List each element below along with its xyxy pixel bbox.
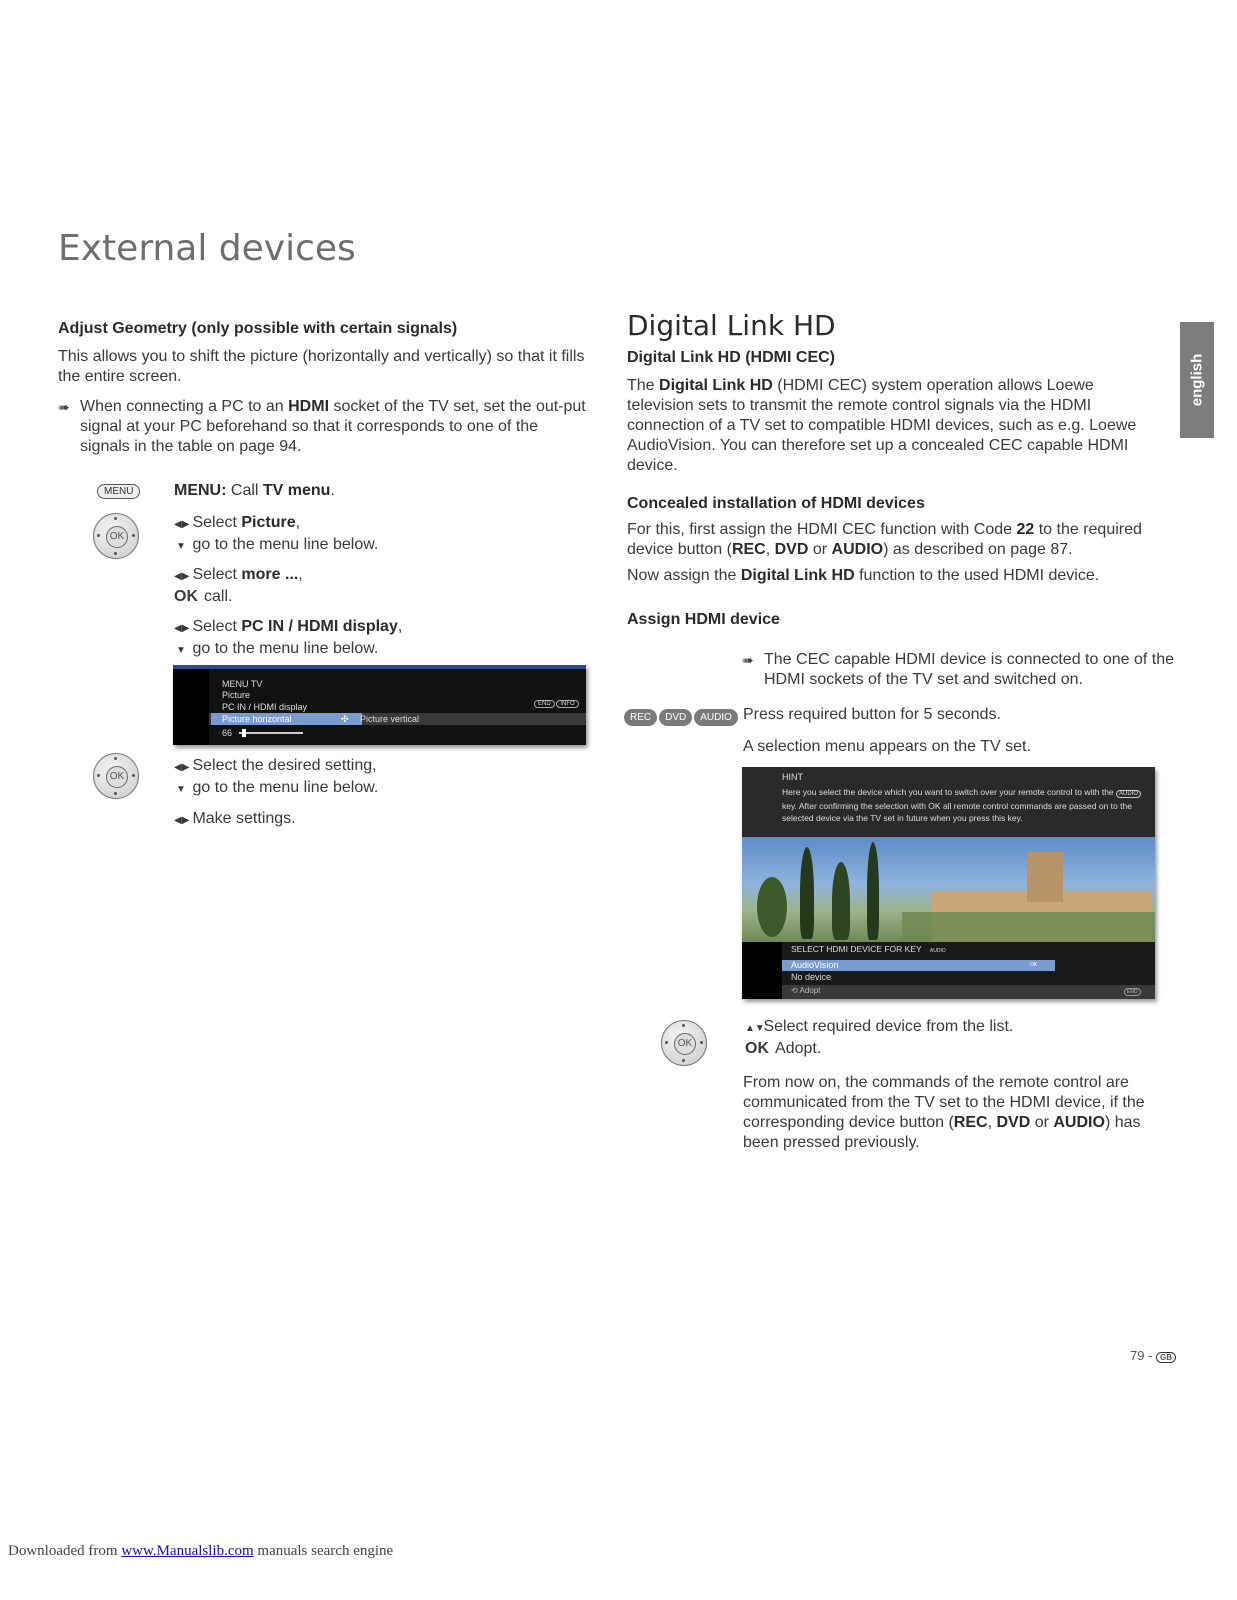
language-tab-label: english <box>1188 353 1206 407</box>
device-option-audiovision: AudioVision <box>791 960 839 970</box>
ok-navigation-key-icon: OK <box>93 513 139 559</box>
assign-subheading: Assign HDMI device <box>627 611 780 628</box>
rec-key: REC <box>624 709 657 726</box>
left-right-arrow-icon: ◀▶ <box>174 815 190 826</box>
landscape-photo <box>742 837 1155 942</box>
tv-menu-screenshot <box>173 665 586 745</box>
left-right-arrow-icon: ◀▶ <box>174 519 190 530</box>
arrow-bullet-icon: ➠ <box>742 652 754 668</box>
move-cross-icon: ✣ <box>341 714 349 724</box>
digital-link-intro: The Digital Link HD (HDMI CEC) system operation allows Loewe television sets to transmit the remote control signals via the HDMI connection of a TV set to compatible HDMI devices, such as e.g. Loewe AudioVision. You can therefore set up a concealed CEC capable HDMI device. <box>627 377 1137 474</box>
dvd-key: DVD <box>659 709 692 726</box>
device-keys <box>624 707 740 726</box>
left-right-arrow-icon: ◀▶ <box>174 571 190 582</box>
step-select-more: ◀▶ Select more ..., OK call. <box>174 566 303 605</box>
audio-key: AUDIO <box>694 709 738 726</box>
language-tab <box>1180 322 1214 438</box>
ok-navigation-key-icon: OK <box>661 1020 707 1066</box>
step-make-settings: ◀▶ Make settings. <box>174 809 296 831</box>
menu-key: MENU <box>97 481 140 499</box>
geometry-subheading: Adjust Geometry (only possible with certain signals) <box>58 320 458 337</box>
return-icon: ⟲ <box>791 986 798 995</box>
page-number: 79 - GB <box>1130 1348 1176 1363</box>
page-title: External devices <box>58 228 356 269</box>
press-instruction: Press required button for 5 seconds. <box>743 706 1001 723</box>
left-right-arrow-icon: ◀▶ <box>174 762 190 773</box>
tv-menu-line3: PC IN / HDMI display <box>222 702 308 712</box>
adopt-hint: ⟲ Adopt <box>791 986 821 995</box>
arrow-bullet-icon: ➠ <box>58 399 70 415</box>
tv-menu-line2: Picture <box>222 690 251 700</box>
tv-selection-screenshot <box>742 767 1155 999</box>
assign-paragraph: Now assign the Digital Link HD function to the used HDMI device. <box>627 567 1100 584</box>
tv-menu-buttons: END INFO <box>534 701 579 707</box>
step-select-pcin: ◀▶ Select PC IN / HDMI display, ▼ go to the menu line below. <box>174 617 402 661</box>
tv-menu-line1: MENU TV <box>222 679 263 689</box>
hint-title: HINT <box>782 772 803 782</box>
ok-navigation-key-icon: OK <box>93 753 139 799</box>
down-arrow-icon: ▼ <box>176 541 186 552</box>
device-option-badge: OK <box>1030 962 1038 968</box>
manualslib-link[interactable]: www.Manualslib.com <box>121 1543 254 1559</box>
left-column <box>58 319 588 457</box>
tv-menu-value: 66 <box>222 728 233 738</box>
step-select-setting: ◀▶ Select the desired setting, ▼ go to the menu line below. <box>174 756 378 800</box>
hint-text: Here you select the device which you want to switch over your remote control to with the AUDIO key. After confirming the selection with OK all remote control commands are passed on to the selected device via the TV set in future when you press this key. <box>782 786 1142 824</box>
download-footer: Downloaded from www.Manualslib.com manuals search engine <box>8 1543 394 1559</box>
tv-menu-other: Picture vertical <box>360 714 420 724</box>
cec-note: ➠ The CEC capable HDMI device is connected to one of the HDMI sockets of the TV set and switched on. <box>742 651 1174 688</box>
geometry-note: ➠ When connecting a PC to an HDMI socket of the TV set, set the out-put signal at your PC beforehand so that it corresponds to one of the signals in the table on page 94. <box>58 398 586 455</box>
menu-appears: A selection menu appears on the TV set. <box>743 738 1031 755</box>
gb-badge: GB <box>1156 1352 1176 1363</box>
step-select-picture: ◀▶ Select Picture, ▼ go to the menu line below. <box>174 513 378 557</box>
up-down-arrow-icon: ▲▼ <box>745 1023 765 1034</box>
down-arrow-icon: ▼ <box>176 784 186 795</box>
right-column <box>627 309 1157 630</box>
digital-link-heading: Digital Link HD <box>627 309 836 342</box>
select-title: SELECT HDMI DEVICE FOR KEY AUDIO <box>791 944 946 954</box>
down-arrow-icon: ▼ <box>176 645 186 656</box>
end-button: END <box>1124 988 1141 996</box>
device-option-none: No device <box>791 972 832 982</box>
step-menu: MENU: Call TV menu. <box>174 482 335 499</box>
concealed-paragraph: For this, first assign the HDMI CEC function with Code 22 to the required device button (REC, DVD or AUDIO) as described on page 87. <box>627 521 1142 558</box>
tv-menu-selected: Picture horizontal <box>211 713 362 725</box>
final-paragraph: From now on, the commands of the remote control are communicated from the TV set to the HDMI device, if the corresponding device button (REC, DVD or AUDIO) has been pressed previously. <box>743 1074 1145 1151</box>
tv-menu-slider <box>239 732 303 734</box>
digital-link-subheading: Digital Link HD (HDMI CEC) <box>627 349 835 366</box>
geometry-intro: This allows you to shift the picture (horizontally and vertically) so that it fills the entire screen. <box>58 348 585 385</box>
left-right-arrow-icon: ◀▶ <box>174 623 190 634</box>
concealed-subheading: Concealed installation of HDMI devices <box>627 495 925 512</box>
step-select-device: ▲▼ Select required device from the list. OK Adopt. <box>745 1018 1014 1057</box>
